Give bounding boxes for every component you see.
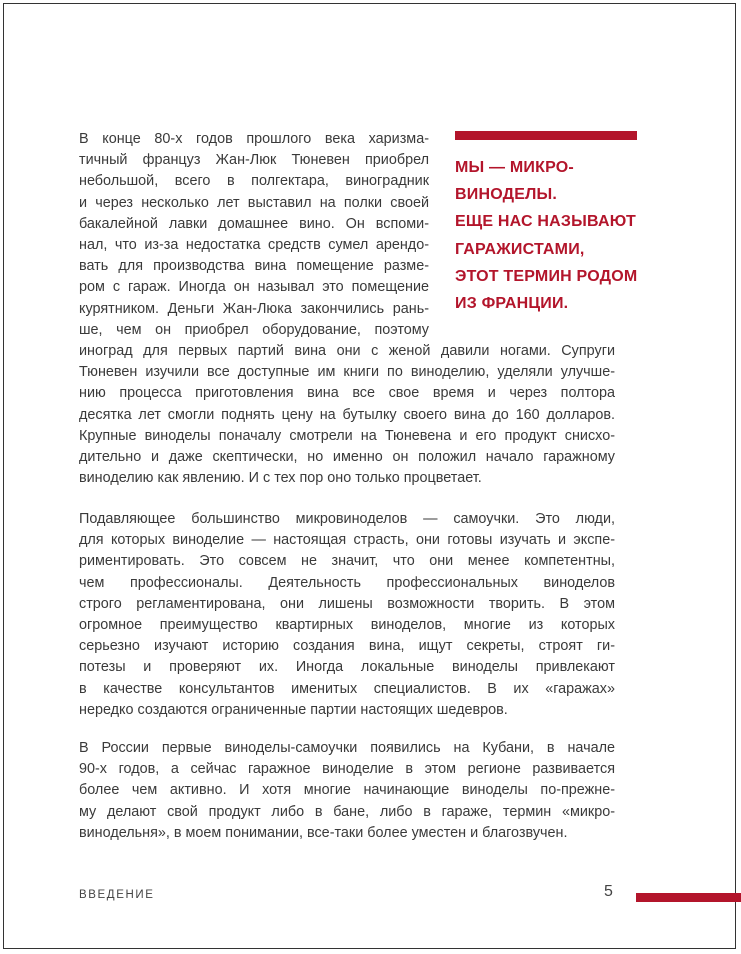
page-number: 5 (604, 883, 613, 900)
text-line: ром с гараж. Иногда он называл это помещение (79, 279, 429, 296)
paragraph-1-narrow (79, 129, 429, 341)
text-line: Крупные виноделы поначалу смотрели на Тюневена и его продукт снисхо- (79, 427, 615, 444)
pull-quote-line: ИЗ ФРАНЦИИ. (455, 295, 569, 313)
text-line: ше, чем он приобрел оборудование, поэтому (79, 321, 429, 338)
text-line: и через несколько лет выставил на полки своей (79, 194, 429, 211)
text-line: нию процесса приготовления вина все свое время и через полтора (79, 385, 615, 402)
text-line: тичный француз Жан-Люк Тюневен приобрел (79, 152, 429, 169)
text-line: потезы и проверяют их. Иногда локальные виноделы привлекают (79, 659, 615, 676)
footer-section-label: ВВЕДЕНИЕ (79, 889, 155, 901)
text-line: огромное преимущество квартирных виноделов, многие из которых (79, 616, 615, 633)
pull-quote-line: ГАРАЖИСТАМИ, (455, 240, 585, 258)
paragraph-2 (79, 509, 615, 721)
text-line: Подавляющее большинство микровиноделов — самоучки. Это люди, (79, 511, 615, 527)
text-line: В конце 80-х годов прошлого века харизма- (79, 131, 429, 147)
text-line: виноделию как явлению. И с тех пор оно только процветает. (79, 470, 482, 487)
text-line: для которых виноделие — настоящая страсть, они готовы изучать и экспе- (79, 532, 615, 549)
pull-quote-line: МЫ — МИКРО- (455, 159, 574, 176)
text-line: риментировать. Это совсем не значит, что они менее компетентны, (79, 553, 615, 570)
pull-quote (455, 154, 640, 317)
text-line: иноград для первых партий вина они с женой давили ногами. Супруги (79, 343, 615, 359)
text-line: винодельня», в моем понимании, все-таки более уместен и благозвучен. (79, 824, 568, 841)
text-line: более чем активно. И хотя многие начинающие виноделы по-прежне- (79, 782, 615, 799)
text-line: нередко создаются ограниченные партии настоящих шедевров. (79, 701, 508, 718)
paragraph-3 (79, 738, 615, 844)
footer-accent-bar (636, 893, 741, 902)
paragraph-1-wide (79, 341, 615, 489)
text-line: серьезно изучают историю создания вина, ищут секреты, строят ги- (79, 638, 615, 655)
text-line: В России первые виноделы-самоучки появились на Кубани, в начале (79, 740, 615, 756)
pull-quote-line: ЭТОТ ТЕРМИН РОДОМ (455, 267, 638, 285)
text-line: курятником. Деньги Жан-Люка закончились рань- (79, 300, 429, 317)
text-line: 90-х годов, а сейчас гаражное виноделие в этом регионе развивается (79, 761, 615, 778)
pull-quote-accent-bar (455, 131, 637, 140)
text-line: бакалейной лавки домашнее вино. Он вспоми- (79, 215, 429, 232)
text-line: нал, что из-за недостатка средств сумел арендо- (79, 236, 429, 253)
text-line: десятка лет смогли поднять цену на бутылку своего вина до 160 долларов. (79, 406, 615, 423)
text-line: строго регламентирована, они лишены возможности творить. В этом (79, 595, 615, 612)
pull-quote-line: ВИНОДЕЛЫ. (455, 186, 558, 204)
text-line: в качестве консультантов именитых специалистов. В их «гаражах» (79, 680, 615, 697)
text-line: дительно и даже скептически, но именно он положил начало гаражному (79, 448, 615, 465)
text-line: му делают свой продукт либо в бане, либо в гараже, термин «микро- (79, 803, 615, 820)
text-line: Тюневен изучили все доступные им книги по виноделию, уделяли улучше- (79, 364, 615, 381)
text-line: вать для производства вина помещение разме- (79, 258, 429, 275)
text-line: небольшой, всего в полгектара, виноградник (79, 173, 429, 190)
text-line: чем профессионалы. Деятельность профессиональных виноделов (79, 574, 615, 591)
pull-quote-line: ЕЩЕ НАС НАЗЫВАЮТ (455, 213, 636, 231)
